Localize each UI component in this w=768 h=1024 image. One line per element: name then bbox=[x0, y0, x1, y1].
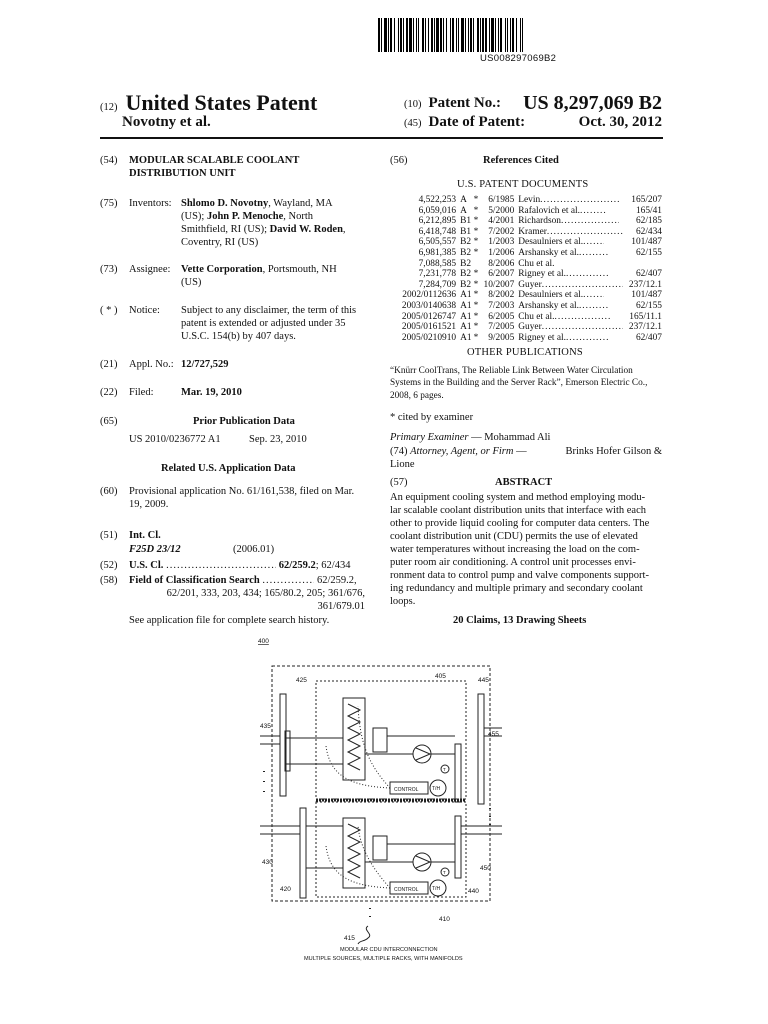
ref-cls: 237/12.1 bbox=[628, 279, 662, 290]
us-docs-table bbox=[394, 195, 662, 343]
ref-kind: B2 bbox=[460, 247, 472, 258]
ref-name: Chu et al...... bbox=[518, 312, 623, 323]
t-label-upper: T bbox=[443, 767, 446, 772]
attorney-label: Attorney, Agent, or Firm bbox=[410, 446, 514, 457]
ref-star: * bbox=[473, 269, 479, 280]
field-65-code: (65) bbox=[100, 416, 118, 427]
attorney-name-2: Lione bbox=[390, 459, 415, 470]
ref-date: 10/2007 bbox=[483, 279, 515, 290]
ref-cls: 237/12.1 bbox=[628, 322, 662, 333]
ref-no: 4,522,253 bbox=[418, 195, 457, 205]
abstract-line: ronment data to control pump and valve components support- bbox=[390, 570, 649, 581]
label-405: 405 bbox=[435, 673, 446, 680]
abstract-line: lar scalable coolant distribution units that interface with each bbox=[390, 505, 646, 516]
header-rule bbox=[100, 137, 663, 139]
ref-cls: 62/407 bbox=[635, 332, 662, 343]
examiner-name: Mohammad Ali bbox=[484, 432, 551, 443]
inventor-2-loc: , North bbox=[283, 211, 314, 222]
reservoir-upper bbox=[373, 728, 387, 752]
ref-date: 6/2005 bbox=[488, 311, 515, 322]
notice-line-1: Subject to any disclaimer, the term of this bbox=[181, 305, 357, 316]
coil-lower bbox=[348, 824, 360, 878]
ref-name: Richardson..... bbox=[518, 216, 623, 227]
ref-no: 2003/0140638 bbox=[401, 300, 457, 311]
control-label-upper: CONTROL bbox=[394, 787, 419, 793]
ref-star: * bbox=[473, 226, 479, 237]
manifold-upper-right bbox=[455, 744, 461, 802]
ref-no: 6,505,557 bbox=[418, 237, 457, 248]
label-445: 445 bbox=[478, 677, 489, 684]
us-cl-other: ; 62/434 bbox=[315, 560, 351, 571]
ref-star: * bbox=[473, 332, 479, 343]
cdu-figure bbox=[240, 636, 530, 968]
field-search-line-2: 62/201, 333, 203, 434; 165/80.2, 205; 361/676, bbox=[166, 588, 365, 599]
label-435: 435 bbox=[260, 723, 271, 730]
ref-no: 2005/0161521 bbox=[401, 322, 457, 333]
ref-no: 6,212,895 bbox=[418, 216, 457, 227]
reference-row bbox=[394, 248, 662, 259]
ref-kind: B2 bbox=[460, 279, 472, 290]
ref-cls: 62/155 bbox=[635, 247, 662, 258]
field-of-search bbox=[129, 574, 365, 613]
ref-cls: 62/185 bbox=[635, 216, 662, 227]
ref-kind: B1 bbox=[460, 226, 472, 237]
ref-cls: 101/487 bbox=[631, 290, 662, 301]
abstract-line: other to provide liquid cooling for computer data centers. The bbox=[390, 518, 650, 529]
ref-cls: 62/155 bbox=[635, 300, 662, 311]
field-75-code: (75) bbox=[100, 198, 118, 209]
ref-no: 7,284,709 bbox=[418, 279, 457, 290]
ref-kind: B2 bbox=[460, 258, 472, 269]
int-cl-class: F25D 23/12 bbox=[129, 544, 181, 555]
notice-label: Notice: bbox=[129, 305, 160, 316]
attorney-sep: — bbox=[513, 446, 527, 457]
ref-date: 8/2006 bbox=[488, 258, 515, 269]
us-docs-title: U.S. PATENT DOCUMENTS bbox=[457, 179, 589, 190]
ref-star: * bbox=[473, 237, 479, 248]
references-table bbox=[394, 195, 662, 343]
ref-kind: A bbox=[460, 205, 467, 216]
abstract-line: water temperatures without increasing the load on the com- bbox=[390, 544, 640, 555]
field-21-code: (21) bbox=[100, 359, 118, 370]
label-450: 450 bbox=[480, 865, 491, 872]
reference-row bbox=[394, 237, 662, 248]
barcode-number: US008297069B2 bbox=[480, 53, 557, 64]
field-54-code: (54) bbox=[100, 155, 118, 166]
barcode-bar bbox=[523, 18, 525, 52]
reference-row bbox=[394, 195, 662, 206]
inventor-short: Novotny et al. bbox=[122, 114, 211, 130]
prior-pub-date: Sep. 23, 2010 bbox=[249, 434, 307, 445]
patent-title: United States Patent bbox=[125, 90, 318, 115]
other-publication bbox=[390, 365, 665, 402]
patent-date: Oct. 30, 2012 bbox=[578, 114, 662, 130]
ref-name: Desaulniers et al...... bbox=[518, 237, 623, 248]
reference-row bbox=[394, 301, 662, 312]
reference-row bbox=[394, 322, 662, 333]
attorney bbox=[390, 445, 662, 471]
ref-date: 1/2003 bbox=[488, 237, 515, 248]
ref-no: 2002/0112636 bbox=[402, 290, 457, 301]
patent-date-row bbox=[404, 113, 662, 131]
other-pub-line-2: Systems in the Building and the Server Rack”, Emerson Electric Co., bbox=[390, 378, 648, 389]
field-58-code: (58) bbox=[100, 575, 118, 586]
notice-text bbox=[181, 304, 371, 343]
ref-cls: 62/407 bbox=[635, 269, 662, 280]
label-440: 440 bbox=[468, 888, 479, 895]
appl-no-label: Appl. No.: bbox=[129, 359, 174, 370]
other-pub-line-3: 2008, 6 pages. bbox=[390, 390, 444, 401]
inventors-list bbox=[181, 197, 371, 249]
field-56-code: (56) bbox=[390, 155, 408, 166]
rack-upper-right bbox=[478, 694, 484, 804]
ref-name: Rigney et al...... bbox=[518, 269, 623, 280]
attorney-code: (74) bbox=[390, 446, 411, 457]
notice-line-3: U.S.C. 154(b) by 407 days. bbox=[181, 331, 296, 342]
ref-no: 6,418,748 bbox=[418, 226, 457, 237]
ref-date: 7/2003 bbox=[488, 300, 515, 311]
reservoir-lower bbox=[373, 836, 387, 860]
ref-no: 2005/0126747 bbox=[401, 311, 457, 322]
ref-cls: 165/11.1 bbox=[629, 311, 662, 322]
ref-kind: A1 bbox=[460, 300, 472, 311]
ref-kind: A1 bbox=[460, 322, 472, 333]
field-search-leader bbox=[262, 574, 314, 587]
caption-line-2: MULTIPLE SOURCES, MULTIPLE RACKS, WITH MANIFOLDS bbox=[304, 956, 463, 962]
label-415: 415 bbox=[344, 935, 355, 942]
ref-star: * bbox=[473, 290, 479, 301]
caption-line-1: MODULAR CDU INTERCONNECTION bbox=[340, 947, 438, 953]
field-search-first: 62/259.2, bbox=[317, 575, 357, 586]
ref-date: 6/2007 bbox=[488, 269, 515, 280]
inventor-2-country: Smithfield, RI (US); bbox=[181, 224, 270, 235]
int-cl-year: (2006.01) bbox=[233, 544, 275, 555]
patent-number-row bbox=[404, 94, 662, 112]
claims-sheets: 20 Claims, 13 Drawing Sheets bbox=[453, 615, 587, 626]
patent-no-label: Patent No.: bbox=[428, 95, 501, 111]
date-label: Date of Patent: bbox=[428, 114, 526, 130]
us-cl-label: U.S. Cl. bbox=[129, 560, 164, 571]
control-link-lower bbox=[326, 826, 390, 888]
provisional-line-2: 19, 2009. bbox=[129, 499, 169, 510]
ref-kind: B1 bbox=[460, 216, 472, 227]
field-search-line-3: 361/679.01 bbox=[317, 601, 365, 612]
field-search-label: Field of Classification Search bbox=[129, 575, 260, 586]
ref-name: Arshansky et al...... bbox=[518, 301, 623, 312]
ref-date: 8/2002 bbox=[488, 290, 515, 301]
th-label-lower: T/H bbox=[432, 886, 441, 892]
ref-star: * bbox=[473, 300, 479, 311]
heat-exchanger-upper bbox=[343, 698, 365, 780]
ref-star: * bbox=[473, 195, 479, 205]
ref-kind: B2 bbox=[460, 237, 472, 248]
label-430: 430 bbox=[262, 859, 273, 866]
cdu-upper-outline bbox=[316, 681, 466, 799]
label-420: 420 bbox=[280, 886, 291, 893]
kind-code: (12) bbox=[100, 102, 118, 113]
references-title: References Cited bbox=[483, 155, 559, 166]
abstract-line: An equipment cooling system and method employing modu- bbox=[390, 492, 646, 503]
ref-star: * bbox=[473, 322, 479, 333]
primary-examiner bbox=[390, 431, 550, 444]
reference-row bbox=[394, 312, 662, 323]
ref-date: 1/2006 bbox=[488, 247, 515, 258]
prior-pub-number: US 2010/0236772 A1 bbox=[129, 434, 221, 445]
ref-star: * bbox=[473, 279, 479, 290]
abstract-line: loops. bbox=[390, 596, 416, 607]
reference-row bbox=[394, 269, 662, 280]
ref-star: * bbox=[473, 216, 479, 227]
ref-star: * bbox=[473, 247, 479, 258]
provisional-line-1: Provisional application No. 61/161,538, filed on Mar. bbox=[129, 486, 355, 497]
examiner-label: Primary Examiner bbox=[390, 432, 469, 443]
ref-kind: A1 bbox=[460, 332, 472, 343]
pump-lower-arrow bbox=[416, 856, 430, 868]
inventor-3: David W. Roden bbox=[269, 224, 343, 235]
assignee-loc: , Portsmouth, NH bbox=[262, 264, 337, 275]
date-code: (45) bbox=[404, 118, 422, 129]
us-cl-main: 62/259.2 bbox=[278, 560, 316, 571]
ref-date: 7/2002 bbox=[488, 226, 515, 237]
reference-row bbox=[394, 333, 662, 344]
reference-row bbox=[394, 290, 662, 301]
ref-date: 5/2000 bbox=[488, 205, 515, 216]
cited-by-examiner: * cited by examiner bbox=[390, 412, 474, 423]
int-cl-label: Int. Cl. bbox=[129, 530, 161, 541]
ref-no: 7,231,778 bbox=[418, 269, 457, 280]
notice-line-2: patent is extended or adjusted under 35 bbox=[181, 318, 346, 329]
ref-name: Guyer..... bbox=[518, 280, 623, 291]
examiner-sep: — bbox=[468, 432, 485, 443]
abstract-text bbox=[390, 491, 662, 608]
t-label-lower: T bbox=[443, 870, 446, 875]
assignee bbox=[181, 263, 371, 289]
label-455: 455 bbox=[488, 731, 499, 738]
us-cl bbox=[129, 559, 375, 572]
inventor-3-loc: Coventry, RI (US) bbox=[181, 237, 259, 248]
control-label-lower: CONTROL bbox=[394, 887, 419, 893]
pump-upper-icon bbox=[413, 745, 431, 763]
label-425: 425 bbox=[296, 677, 307, 684]
appl-no: 12/727,529 bbox=[181, 359, 229, 370]
ref-name: Desaulniers et al...... bbox=[518, 290, 623, 301]
assignee-label: Assignee: bbox=[129, 264, 171, 275]
heat-exchanger-lower bbox=[343, 818, 365, 888]
ref-kind: A1 bbox=[460, 311, 472, 322]
ref-name: Levin..... bbox=[518, 195, 623, 206]
field-57-code: (57) bbox=[390, 477, 408, 488]
ref-cls: 165/207 bbox=[631, 195, 662, 205]
ref-kind: B2 bbox=[460, 269, 472, 280]
reference-row bbox=[394, 259, 662, 270]
ref-name: Guyer..... bbox=[518, 322, 623, 333]
inventor-1-country: (US); bbox=[181, 211, 207, 222]
ref-name: Chu et al. bbox=[518, 258, 555, 269]
ref-star: * bbox=[473, 311, 479, 322]
filed-date: Mar. 19, 2010 bbox=[181, 387, 242, 398]
figure-number: 400 bbox=[258, 638, 269, 645]
inventors-label: Inventors: bbox=[129, 198, 172, 209]
reference-row bbox=[394, 216, 662, 227]
ref-cls: 62/434 bbox=[635, 226, 662, 237]
inventor-2: John P. Menoche bbox=[206, 211, 284, 222]
ref-no: 6,059,016 bbox=[418, 205, 457, 216]
ref-date: 4/2001 bbox=[488, 216, 515, 227]
prior-pub-title: Prior Publication Data bbox=[193, 416, 295, 427]
ref-date: 6/1985 bbox=[488, 195, 515, 205]
ref-date: 9/2005 bbox=[488, 332, 515, 343]
abstract-line: puter room air conditioning. A control unit processes envi- bbox=[390, 557, 636, 568]
inventor-1: Shlomo D. Novotny bbox=[181, 198, 269, 209]
ref-cls: 101/487 bbox=[631, 237, 662, 248]
related-app-title: Related U.S. Application Data bbox=[161, 463, 296, 474]
assignee-country: (US) bbox=[181, 277, 202, 288]
ref-kind: A bbox=[460, 195, 467, 205]
ref-name: Rafalovich et al...... bbox=[518, 206, 623, 217]
provisional-app bbox=[129, 485, 375, 511]
patent-number: US 8,297,069 B2 bbox=[523, 92, 662, 114]
field-73-code: (73) bbox=[100, 264, 118, 275]
ref-cls bbox=[623, 259, 662, 270]
reference-row bbox=[394, 227, 662, 238]
ref-name: Rigney et al...... bbox=[518, 333, 623, 344]
reference-row bbox=[394, 280, 662, 291]
rack-lower-left bbox=[300, 808, 306, 898]
inventor-3-sep: , bbox=[342, 224, 346, 235]
ref-star: * bbox=[473, 205, 479, 216]
patent-header-left bbox=[100, 91, 317, 115]
inventor-1-loc: , Wayland, MA bbox=[268, 198, 333, 209]
attorney-name-1: Brinks Hofer Gilson & bbox=[565, 446, 662, 457]
ref-no: 7,088,585 bbox=[418, 258, 457, 269]
abstract-line: ing redundancy and multiple primary and secondary coolant bbox=[390, 583, 643, 594]
patent-no-code: (10) bbox=[404, 99, 422, 110]
filed-label: Filed: bbox=[129, 387, 154, 398]
leader-415 bbox=[358, 926, 370, 944]
assignee-name: Vette Corporation bbox=[181, 264, 263, 275]
field-22-code: (22) bbox=[100, 387, 118, 398]
continuation-dots bbox=[264, 771, 490, 917]
enclosure-outline bbox=[272, 666, 490, 901]
other-pub-line-1: “Knürr CoolTrans, The Reliable Link Between Water Circulation bbox=[390, 366, 633, 376]
ref-no: 6,981,385 bbox=[418, 247, 457, 258]
coil-upper bbox=[348, 704, 360, 770]
other-pubs-title: OTHER PUBLICATIONS bbox=[467, 347, 583, 358]
barcode bbox=[378, 18, 662, 52]
ref-cls: 165/41 bbox=[635, 205, 662, 216]
th-label-upper: T/H bbox=[432, 786, 441, 792]
ref-star bbox=[474, 259, 483, 270]
reference-row bbox=[394, 206, 662, 217]
invention-title: MODULAR SCALABLE COOLANT DISTRIBUTION UNIT bbox=[129, 155, 300, 179]
field-60-code: (60) bbox=[100, 486, 118, 497]
see-application-file: See application file for complete search history. bbox=[129, 615, 330, 626]
field-52-code: (52) bbox=[100, 560, 118, 571]
label-410: 410 bbox=[439, 916, 450, 923]
pump-upper-arrow bbox=[416, 748, 430, 760]
manifold-lower-right bbox=[455, 816, 461, 878]
ref-name: Kramer..... bbox=[518, 227, 623, 238]
ref-date: 7/2005 bbox=[488, 322, 515, 333]
notice-code: ( * ) bbox=[100, 305, 118, 316]
ref-name: Arshansky et al...... bbox=[518, 248, 623, 259]
abstract-line: coolant distribution unit (CDU) permits the use of elevated bbox=[390, 531, 638, 542]
pump-lower-icon bbox=[413, 853, 431, 871]
ref-kind: A1 bbox=[460, 290, 472, 301]
field-51-code: (51) bbox=[100, 530, 118, 541]
us-cl-leader bbox=[166, 559, 276, 572]
ref-no: 2005/0210910 bbox=[401, 332, 457, 343]
abstract-title: ABSTRACT bbox=[495, 477, 553, 488]
